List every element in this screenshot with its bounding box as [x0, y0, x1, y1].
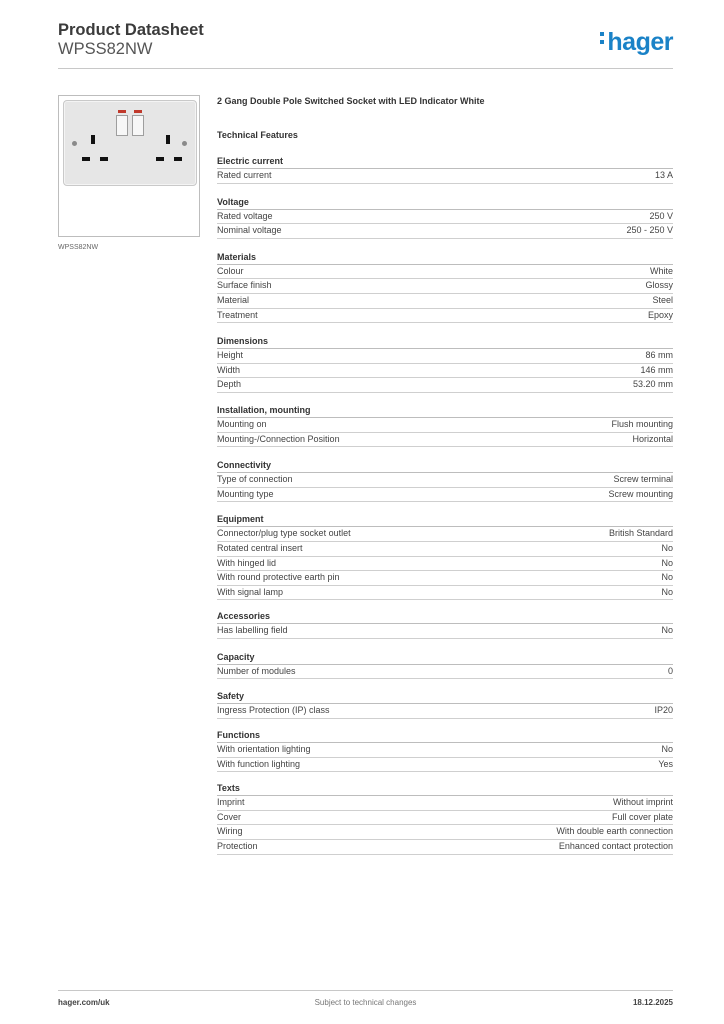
spec-row: [217, 665, 673, 680]
spec-row: [217, 279, 673, 294]
earth-slot-icon: [166, 135, 170, 144]
spec-label: Cover: [217, 811, 242, 822]
screw-icon: [182, 141, 187, 146]
product-name: 2 Gang Double Pole Switched Socket with LED Indicator White: [217, 96, 485, 106]
pin-slot-icon: [82, 157, 90, 161]
spec-label: Protection: [217, 841, 258, 852]
spec-row: [217, 473, 673, 488]
spec-row: [217, 210, 673, 225]
spec-value: 250 V: [649, 210, 673, 221]
spec-row: [217, 349, 673, 364]
spec-row: [217, 743, 673, 758]
section-connectivity: [217, 459, 673, 502]
product-image: [58, 95, 200, 237]
spec-label: Wiring: [217, 826, 243, 837]
led-indicator-icon: [118, 110, 126, 113]
spec-value: Without imprint: [612, 797, 673, 808]
spec-row: [217, 364, 673, 379]
spec-row: [217, 704, 673, 719]
hager-logo: [600, 29, 673, 55]
spec-value: Yes: [658, 758, 673, 769]
section-installation-mounting: [217, 404, 673, 447]
spec-value: Enhanced contact protection: [558, 841, 673, 852]
section-dimensions: [217, 335, 673, 393]
spec-label: Mounting type: [217, 488, 274, 499]
spec-label: With signal lamp: [217, 586, 284, 597]
spec-label: Rated voltage: [217, 210, 273, 221]
section-heading: Texts: [217, 782, 673, 796]
spec-label: Imprint: [217, 797, 245, 808]
spec-value: 146 mm: [640, 364, 673, 375]
spec-label: Height: [217, 350, 244, 361]
pin-slot-icon: [156, 157, 164, 161]
spec-row: [217, 294, 673, 309]
spec-label: Rated current: [217, 170, 272, 180]
spec-label: Connector/plug type socket outlet: [217, 528, 351, 539]
earth-slot-icon: [91, 135, 95, 144]
page-header: [58, 21, 673, 69]
spec-value: British Standard: [608, 528, 673, 539]
spec-value: 86 mm: [645, 350, 673, 361]
section-materials: [217, 251, 673, 323]
spec-row: [217, 527, 673, 542]
section-heading: Materials: [217, 251, 673, 265]
section-capacity: [217, 651, 673, 680]
spec-label: Surface finish: [217, 280, 272, 291]
switch-rocker-icon: [116, 115, 128, 136]
spec-row: [217, 811, 673, 826]
page-title: Product Datasheet: [58, 21, 204, 39]
spec-value: With double earth connection: [556, 826, 673, 837]
spec-value: White: [649, 265, 673, 276]
spec-label: With round protective earth pin: [217, 572, 340, 583]
spec-value: Horizontal: [632, 433, 673, 444]
spec-row: [217, 224, 673, 239]
spec-value: Epoxy: [647, 309, 673, 320]
section-heading: Voltage: [217, 196, 673, 210]
section-heading: Dimensions: [217, 335, 673, 349]
spec-row: [217, 840, 673, 855]
footer-website: hager.com/uk: [58, 998, 110, 1007]
spec-label: Mounting-/Connection Position: [217, 433, 340, 444]
technical-features-heading: Technical Features: [217, 130, 298, 140]
spec-label: Material: [217, 294, 250, 305]
section-heading: Connectivity: [217, 459, 673, 473]
section-accessories: [217, 610, 673, 639]
spec-value: Steel: [652, 294, 673, 305]
spec-value: Flush mounting: [611, 418, 673, 429]
spec-label: With hinged lid: [217, 557, 277, 568]
section-heading: Equipment: [217, 513, 673, 527]
spec-row: [217, 624, 673, 639]
section-heading: Accessories: [217, 610, 673, 624]
section-heading: Capacity: [217, 651, 673, 665]
section-functions: [217, 729, 673, 772]
header-divider: [58, 68, 673, 69]
switch-rocker-icon: [132, 115, 144, 136]
footer-divider: [58, 990, 673, 991]
spec-label: Number of modules: [217, 665, 296, 676]
spec-row: [217, 309, 673, 324]
spec-row: [217, 169, 673, 184]
image-caption: WPSS82NW: [58, 244, 99, 251]
spec-value: Screw terminal: [613, 474, 673, 485]
spec-label: Nominal voltage: [217, 225, 282, 236]
spec-value: Screw mounting: [608, 488, 673, 499]
pin-slot-icon: [174, 157, 182, 161]
spec-row: [217, 265, 673, 280]
spec-value: IP20: [654, 705, 673, 716]
spec-value: No: [661, 625, 673, 636]
spec-row: [217, 378, 673, 393]
footer-disclaimer: Subject to technical changes: [314, 998, 417, 1007]
section-electric-current: [217, 155, 673, 184]
spec-label: Colour: [217, 265, 244, 276]
spec-value: Full cover plate: [611, 811, 673, 822]
socket-plate-icon: [63, 100, 197, 186]
spec-label: Ingress Protection (IP) class: [217, 705, 330, 716]
spec-row: [217, 586, 673, 601]
product-code: WPSS82NW: [58, 40, 153, 58]
section-heading: Functions: [217, 729, 673, 743]
spec-value: No: [661, 557, 673, 568]
section-texts: [217, 782, 673, 854]
spec-row: [217, 418, 673, 433]
spec-value: 250 - 250 V: [626, 225, 673, 236]
spec-value: 0: [667, 665, 673, 676]
spec-value: No: [661, 572, 673, 583]
spec-row: [217, 488, 673, 503]
spec-row: [217, 571, 673, 586]
spec-value: No: [661, 744, 673, 755]
spec-row: [217, 796, 673, 811]
logo-text: hager: [607, 28, 673, 56]
spec-label: Width: [217, 364, 241, 375]
section-voltage: [217, 196, 673, 239]
spec-label: With orientation lighting: [217, 744, 311, 755]
spec-row: [217, 825, 673, 840]
spec-label: Mounting on: [217, 418, 267, 429]
spec-value: Glossy: [645, 280, 673, 291]
spec-label: Type of connection: [217, 474, 293, 485]
features-list: [217, 155, 673, 855]
spec-value: No: [661, 586, 673, 597]
screw-icon: [72, 141, 77, 146]
section-heading: Safety: [217, 690, 673, 704]
logo-colon-icon: [600, 28, 605, 48]
footer-date: 18.12.2025: [632, 998, 673, 1007]
section-heading: Electric current: [217, 155, 673, 169]
spec-row: [217, 542, 673, 557]
section-safety: [217, 690, 673, 719]
section-equipment: [217, 513, 673, 600]
spec-value: 53.20 mm: [632, 379, 673, 390]
spec-value: 13 A: [654, 170, 673, 180]
spec-label: Rotated central insert: [217, 542, 303, 553]
spec-value: No: [661, 542, 673, 553]
spec-row: [217, 557, 673, 572]
spec-row: [217, 433, 673, 448]
spec-row: [217, 758, 673, 773]
spec-label: Has labelling field: [217, 625, 288, 636]
spec-label: Treatment: [217, 309, 258, 320]
pin-slot-icon: [100, 157, 108, 161]
section-heading: Installation, mounting: [217, 404, 673, 418]
spec-label: With function lighting: [217, 758, 301, 769]
spec-label: Depth: [217, 379, 242, 390]
datasheet-content: [217, 96, 673, 855]
led-indicator-icon: [134, 110, 142, 113]
